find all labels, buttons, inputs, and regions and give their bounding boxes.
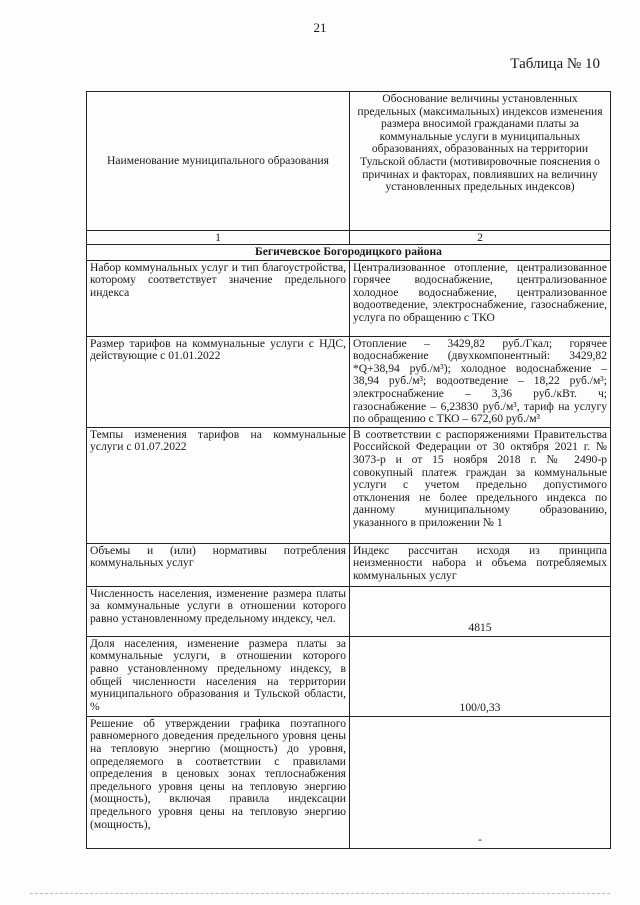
row-value: Централизованное отопление, централизованное горячее водоснабжение, централизованное холодное водоснабжение, централизованное водоотведение, электроснабжение, газоснабжение, услуга по обращению с ТКО <box>350 260 611 336</box>
district-name: Бегичевское Богородицкого района <box>87 245 611 261</box>
row-value: Индекс рассчитан исходя из принципа неизменности набора и объема потребляемых коммунальных услуг <box>350 543 611 586</box>
table-row <box>87 336 611 427</box>
row-label: Набор коммунальных услуг и тип благоустройства, которому соответствует значение предельного индекса <box>87 260 350 336</box>
justification-table <box>86 91 611 849</box>
page-number: 21 <box>313 20 327 35</box>
page-bottom-edge <box>30 893 610 894</box>
table-row <box>87 543 611 586</box>
row-value: 4815 <box>350 586 611 636</box>
header-municipality: Наименование муниципального образования <box>87 92 350 231</box>
row-value: В соответствии с распоряжениями Правительства Российской Федерации от 30 октября 2021 г. № 3073-р и от 15 ноября 2018 г. № 2490-р совокупный платеж граждан за коммунальные услуги с учетом предельно допустимого отклонения не более предельного индекса по данному муниципальному образованию, указанного в приложении № 1 <box>350 427 611 543</box>
table-row <box>87 586 611 636</box>
table-row <box>87 427 611 543</box>
district-row <box>87 245 611 261</box>
header-justification: Обоснование величины установленных предельных (максимальных) индексов изменения размера вносимой гражданами платы за коммунальные услуги в муниципальных образованиях, образованных на территории Тульской области (мотивировочные пояснения о причинах и факторах, повлиявших на величину установленных предельных индексов) <box>350 92 611 231</box>
row-label: Решение об утверждении графика поэтапного равномерного доведения предельного уровня цены на тепловую энергию (мощность) до уровня, определяемого в соответствии с правилами определения в ценовых зонах теплоснабжения предельного уровня цены на тепловую энергию (мощность), включая правила индексации предельного уровня цены на тепловую энергию (мощность), <box>87 716 350 848</box>
column-number-1: 1 <box>87 231 350 245</box>
row-label: Численность населения, изменение размера платы за коммунальные услуги в отношении которого равно установленному предельному индексу, чел. <box>87 586 350 636</box>
row-label: Размер тарифов на коммунальные услуги с НДС, действующие с 01.01.2022 <box>87 336 350 427</box>
row-label: Объемы и (или) нормативы потребления коммунальных услуг <box>87 543 350 586</box>
table-row <box>87 260 611 336</box>
column-number-2: 2 <box>350 231 611 245</box>
column-numbers-row <box>87 231 611 245</box>
table-row <box>87 716 611 848</box>
row-value: - <box>350 716 611 848</box>
row-value: Отопление – 3429,82 руб./Гкал; горячее водоснабжение (двухкомпонентный: 3429,82 *Q+38,94 руб./м³); холодное водоснабжение – 38,94 руб./м³; водоотведение – 18,22 руб./м³; электроснабжение – 3,36 руб./кВт. ч; газоснабжение – 6,23830 руб./м³, тариф на услугу по обращению с ТКО – 672,60 руб./м³ <box>350 336 611 427</box>
table-caption: Таблица № 10 <box>510 56 600 72</box>
table-header-row <box>87 92 611 231</box>
table-row <box>87 636 611 716</box>
row-label: Темпы изменения тарифов на коммунальные услуги с 01.07.2022 <box>87 427 350 543</box>
row-value: 100/0,33 <box>350 636 611 716</box>
row-label: Доля населения, изменение размера платы за коммунальные услуги, в отношении которого равно установленному предельному индексу, в общей численности населения на территории муниципального образования и Тульской области, % <box>87 636 350 716</box>
